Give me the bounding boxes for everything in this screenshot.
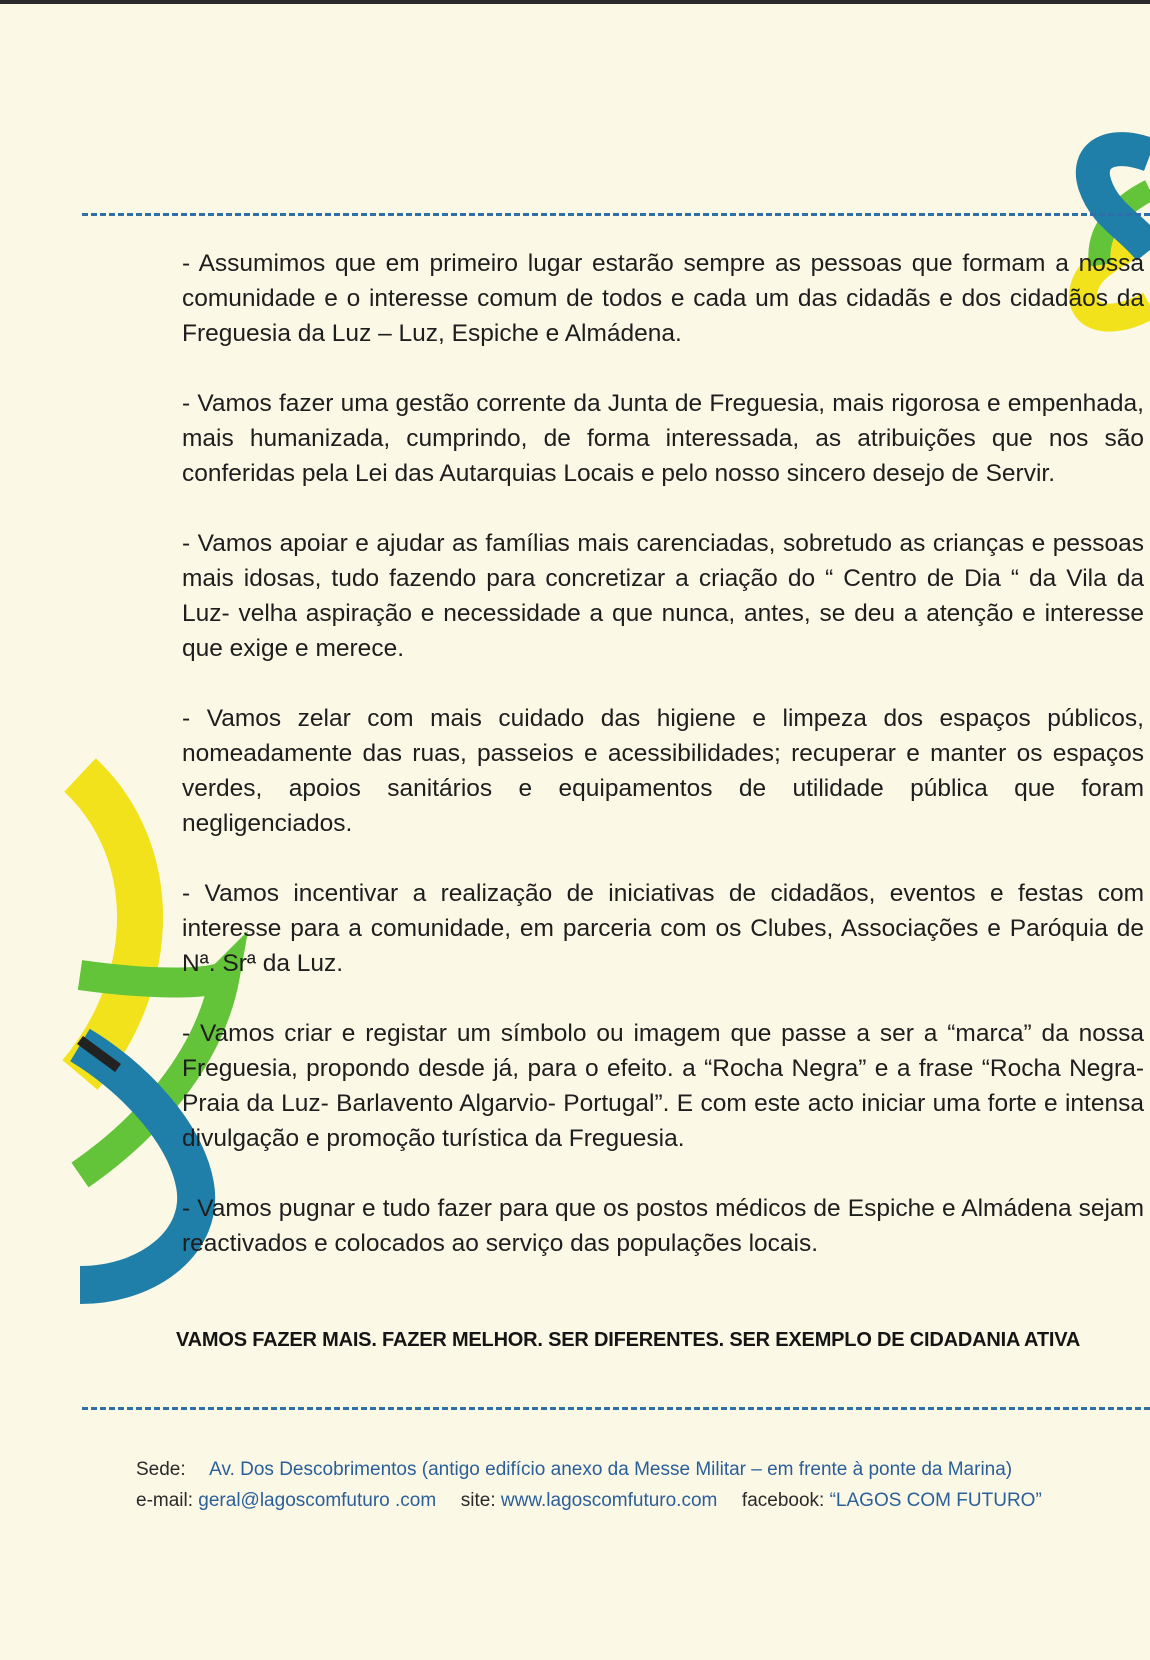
page-top-edge (0, 0, 1150, 4)
site-link[interactable]: www.lagoscomfuturo.com (500, 1490, 718, 1511)
email-label: e-mail: (136, 1490, 194, 1511)
paragraph-families: - Vamos apoiar e ajudar as famílias mais carenciadas, sobretudo as crianças e pessoas mais idosas, tudo fazendo para concretizar a criação do “ Centro de Dia “ da Vila da Luz- velha aspiração e necessidade a que nunca, antes, se deu a atenção e interesse que exige e merece. (182, 530, 1144, 662)
bottom-divider (82, 1407, 1150, 1410)
footer-address-line (136, 1454, 1146, 1485)
email-link[interactable]: geral@lagoscomfuturo .com (198, 1490, 437, 1511)
paragraph-initiatives: - Vamos incentivar a realização de iniciativas de cidadãos, eventos e festas com interesse para a comunidade, em parceria com os Clubes, Associações e Paróquia de Nª. Srª da Luz. (182, 880, 1144, 977)
sede-label: Sede: (136, 1459, 186, 1480)
paragraph-hygiene: - Vamos zelar com mais cuidado das higiene e limpeza dos espaços públicos, nomeadamente das ruas, passeios e acessibilidades; recuperar e manter os espaços verdes, apoios sanitários e equipamentos de utilidade pública que foram negligenciados. (182, 705, 1144, 837)
manifesto-body (182, 246, 1144, 1296)
footer-contacts-line (136, 1485, 1146, 1516)
paragraph-people-first: - Assumimos que em primeiro lugar estarão sempre as pessoas que formam a nossa comunidade e o interesse comum de todos e cada um das cidadãs e dos cidadãos da Freguesia da Luz – Luz, Espiche e Almádena. (182, 250, 1144, 347)
paragraph-brand: - Vamos criar e registar um símbolo ou imagem que passe a ser a “marca” da nossa Freguesia, propondo desde já, para o efeito. a “Rocha Negra” e a frase “Rocha Negra-Praia da Luz- Barlavento Algarvio- Portugal”. E com este acto iniciar uma forte e intensa divulgação e promoção turística da Freguesia. (182, 1020, 1144, 1152)
paragraph-health-posts: - Vamos pugnar e tudo fazer para que os postos médicos de Espiche e Almádena sejam reactivados e colocados ao serviço das populações locais. (182, 1195, 1144, 1257)
sede-address: Av. Dos Descobrimentos (antigo edifício anexo da Messe Militar – em frente à ponte da Marina) (209, 1459, 1013, 1480)
top-divider (82, 213, 1150, 216)
tagline: VAMOS FAZER MAIS. FAZER MELHOR. SER DIFERENTES. SER EXEMPLO DE CIDADANIA ATIVA (176, 1329, 1081, 1351)
paragraph-management: - Vamos fazer uma gestão corrente da Junta de Freguesia, mais rigorosa e empenhada, mais humanizada, cumprindo, de forma interessada, as atribuições que nos são conferidas pela Lei das Autarquias Locais e pelo nosso sincero desejo de Servir. (182, 390, 1144, 487)
facebook-link[interactable]: “LAGOS COM FUTURO” (829, 1490, 1042, 1511)
contact-footer (136, 1454, 1146, 1516)
facebook-label: facebook: (741, 1490, 825, 1511)
site-label: site: (460, 1490, 496, 1511)
